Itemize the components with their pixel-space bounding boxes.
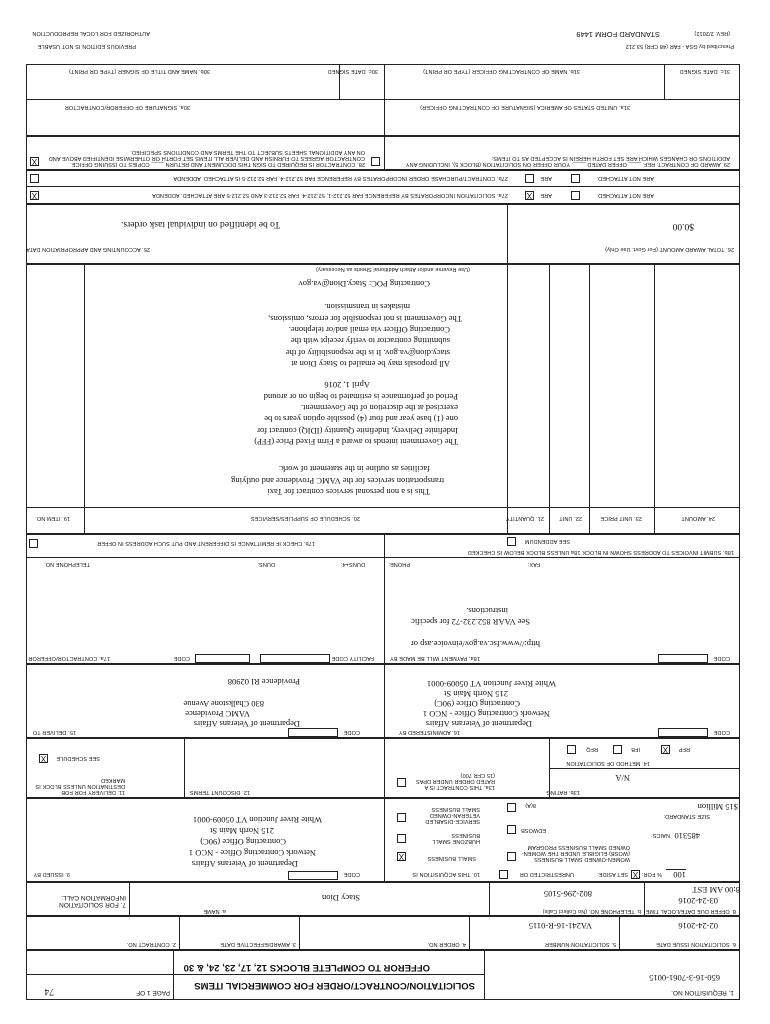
27b-are-not-label: ARE NOT ATTACHED. xyxy=(596,175,654,181)
solicitation-no-value[interactable]: VA241-16-R-0115 xyxy=(528,921,592,931)
sig-30c-label: 30c. DATE SIGNED xyxy=(327,68,378,74)
delivery-fob-label: 11. DELIVERY FOR FOB DESTINATION UNLESS BLOCK IS MARKED xyxy=(35,776,125,795)
rfq-label: RFQ xyxy=(586,746,598,752)
form-title: SOLICITATION/CONTRACT/ORDER FOR COMMERCIAL ITEMS xyxy=(194,980,475,991)
deliver-to-label: 15. DELIVER TO xyxy=(32,729,76,735)
administered-by-label: 16. ADMINISTERED BY xyxy=(398,729,460,735)
solicitation-no-label: 5. SOLICITATION NUMBER xyxy=(544,941,616,947)
rfp-label: RFP xyxy=(678,746,690,752)
set-aside-label: SET ASIDE: xyxy=(597,871,628,877)
sig-30a-field[interactable] xyxy=(35,114,375,132)
header-box xyxy=(26,950,740,1000)
edwosb-checkbox[interactable] xyxy=(507,825,516,834)
ifb-label: IFB xyxy=(631,746,640,752)
rated-label: 13a. THIS CONTRACT IS A RATED ORDER UNDER DPAS (15 CFR 700) xyxy=(415,771,495,790)
hubzone-label: HUBZONE SMALL BUSINESS xyxy=(432,831,480,844)
discount-label: 12. DISCOUNT TERMS xyxy=(189,789,250,795)
wosb-checkbox[interactable] xyxy=(507,852,516,861)
col-amount-header: 24. AMOUNT xyxy=(681,515,715,521)
27b-addenda-checkbox[interactable] xyxy=(30,174,39,183)
name-label: a. NAME xyxy=(203,908,226,914)
naics-value[interactable]: 485310 xyxy=(674,831,700,841)
due-date-value[interactable]: 03-24-2016 xyxy=(678,896,718,906)
issue-date-value[interactable]: 02-24-2016 xyxy=(678,921,718,931)
footer-prescribed: Prescribed by GSA - FAR (48 CFR) 53.212 xyxy=(625,43,734,49)
payment-code-label: CODE xyxy=(713,655,730,661)
rating-value[interactable]: N/A xyxy=(615,773,630,783)
contractor-code-field[interactable] xyxy=(195,654,250,663)
see-addendum-checkbox[interactable] xyxy=(507,537,516,546)
footer-rev: (REV. 2/2012) xyxy=(694,30,730,36)
duns4-label: DUNS+4: xyxy=(340,561,365,567)
sdvosb-checkbox[interactable] xyxy=(397,813,406,822)
schedule-footnote: (Use Reverse and/or Attach Additional Sheets as Necessary) xyxy=(315,266,470,272)
eight-a-label: 8(A) xyxy=(525,802,536,808)
contract-no-label: 2. CONTRACT NO. xyxy=(126,941,176,947)
phone-label: b. TELEPHONE NO. (No Collect Calls) xyxy=(542,908,641,914)
small-business-checkbox[interactable]: X xyxy=(398,852,405,861)
col-unit-header: 22. UNIT xyxy=(559,515,582,521)
eight-a-checkbox[interactable] xyxy=(507,803,516,812)
small-business-label: SMALL BUSINESS xyxy=(427,855,476,861)
sig-30a-label: 30a. SIGNATURE OF OFFEROR/CONTRACTOR xyxy=(64,104,190,110)
sig-31a-label: 31a. UNITED STATES OF AMERICA (SIGNATURE OF CONTRACTING OFFICER) xyxy=(420,104,630,110)
rfp-checkbox[interactable]: X xyxy=(662,745,669,754)
28-checkbox[interactable]: X xyxy=(31,157,38,166)
footer-form-number: STANDARD FORM 1449 xyxy=(576,30,660,39)
clause-28-label: 28. CONTRACTOR IS REQUIRED TO SIGN THIS DOCUMENT AND RETURN ____ COPIES TO ISSUING OFFICE. CONTRACTOR AGREES TO FURNISH AND DELIVER ALL ITEMS SET FORTH OR OTHERWISE IDENTIFIED ABOVE AND ON ANY ADDITIONAL SHEETS SUBJECT TO THE TERMS AND CONDITIONS SPECIFIED. xyxy=(48,148,365,167)
page-label: PAGE 1 OF xyxy=(136,989,170,996)
due-date-label: 8. OFFER DUE DATE/LOCAL TIME xyxy=(645,908,736,914)
29-checkbox[interactable] xyxy=(371,157,380,166)
footer-prev-edition: PREVIOUS EDITION IS NOT USABLE xyxy=(37,43,136,49)
27a-are-label: ARE xyxy=(540,192,552,198)
accounting-box xyxy=(26,204,740,264)
edwosb-label: EDWOSB xyxy=(520,827,546,833)
sig-31b-label: 31b. NAME OF CONTRACTING OFFICER (TYPE OR PRINT) xyxy=(423,68,580,74)
name-value[interactable]: Stacy Dion xyxy=(321,893,360,903)
set-aside-pct[interactable]: 100 xyxy=(666,869,686,879)
27b-are-checkbox[interactable] xyxy=(525,174,534,183)
see-addendum-label: SEE ADDENDUM xyxy=(524,538,570,544)
issued-code-label: CODE xyxy=(343,871,360,877)
submit-invoices-label: 18b. SUBMIT INVOICES TO ADDRESS SHOWN IN BLOCK 18a UNLESS BLOCK BELOW IS CHECKED xyxy=(467,549,734,555)
clause-27a-label: 27a. SOLICITATION INCORPORATES BY REFERENCE FAR 52.212-1, 52.212-4. FAR 52.212-3 AND 52.212-5 ARE ATTACHED. ADDENDA xyxy=(152,192,508,198)
payment-label: 18a. PAYMENT WILL BE MADE BY xyxy=(389,655,480,661)
col-qty-header: 21. QUANTITY xyxy=(505,515,544,521)
col-schedule-header: 20. SCHEDULE OF SUPPLIES/SERVICES xyxy=(250,515,360,521)
unrestricted-label: UNRESTRICTED OR xyxy=(519,871,574,877)
rfq-checkbox[interactable] xyxy=(567,745,576,754)
27b-are-label: ARE xyxy=(540,175,552,181)
fax-label: FAX: xyxy=(527,561,540,567)
unrestricted-checkbox[interactable] xyxy=(499,870,508,879)
27b-are-not-checkbox[interactable] xyxy=(571,174,580,183)
phone-value[interactable]: 802-296-5105 xyxy=(543,889,592,899)
footer-authorized: AUTHORIZED FOR LOCAL REPRODUCTION xyxy=(32,30,150,36)
deliver-code-label: CODE xyxy=(343,729,360,735)
total-award-label: 26. TOTAL AWARD AMOUNT (For Govt. Use Only) xyxy=(605,246,734,252)
remittance-checkbox[interactable] xyxy=(29,539,38,548)
rated-checkbox[interactable] xyxy=(397,778,406,787)
sdvosb-label: SERVICE-DISABLED VETERAN-OWNED SMALL BUSINESS xyxy=(425,805,480,824)
see-schedule-label: SEE SCHEDULE xyxy=(56,755,100,761)
requisition-label: 1. REQUISITION NO. xyxy=(671,989,734,996)
admin-code-label: CODE xyxy=(713,729,730,735)
page-value: 74 xyxy=(44,986,54,996)
pct-for-label: % FOR: xyxy=(641,871,662,877)
27a-are-not-checkbox[interactable] xyxy=(571,191,580,200)
size-value[interactable]: $15 Million xyxy=(697,802,738,812)
contractor-label: 17a. CONTRACTOR/OFFEROR xyxy=(28,655,110,661)
facility-code-field[interactable] xyxy=(260,654,330,663)
27a-are-checkbox[interactable]: X xyxy=(526,191,533,200)
size-label: SIZE STANDARD: xyxy=(663,813,710,819)
accounting-value[interactable]: To be identified on individual task orders. xyxy=(121,219,280,229)
method-label: 14. METHOD OF SOLICITATION xyxy=(566,760,650,766)
duns-label: DUNS: xyxy=(257,561,275,567)
schedule-description: This is a non personal services contract for Taxi transportation services for the VAMC Providence and outlying facilities as outline in the statement of work. The Government intends to award a Firm Fixed Price (FFP) Indefinite Delivery, Indefinite Quantity (IDIQ) contract for one (1) base year and four (4) possible option years to be exercised at the discretion of the Government. Period of performance is estimated to begin on or around April 1, 2016 All proposals may be emailed to Stacy Dion at stacy.dion@va.gov. It is the responsibility of the submitting contractor to verify receipt with the Contracting Officer via email and/or telephone. The Government is not responsible for errors, omissions, mistakes in transmission. Contracting POC: Stacy.Dion@va.gov xyxy=(231,278,462,497)
admin-code-field[interactable] xyxy=(658,728,708,737)
form-subtitle: OFFEROR TO COMPLETE BLOCKS 12, 17, 23, 24, & 30 xyxy=(183,962,430,973)
acquisition-label: 10. THIS ACQUISITION IS xyxy=(412,871,480,877)
info-label: 7. FOR SOLICITATION INFORMATION CALL: xyxy=(59,893,126,908)
hubzone-checkbox[interactable] xyxy=(397,834,406,843)
col-price-header: 23. UNIT PRICE xyxy=(600,515,642,521)
facility-code-label: FACILITY CODE xyxy=(331,655,374,661)
27a-addenda-checkbox[interactable]: X xyxy=(31,191,38,200)
contractor-code-label: CODE xyxy=(173,655,190,661)
sig-31c-label: 31c. DATE SIGNED xyxy=(679,68,730,74)
set-aside-checkbox[interactable]: X xyxy=(632,870,639,879)
due-time-value[interactable]: 8:00 AM EST xyxy=(692,885,740,895)
sig-30b-label: 30b. NAME AND TITLE OF SIGNER (TYPE OR PRINT) xyxy=(68,68,210,74)
deliver-code-field[interactable] xyxy=(288,728,338,737)
requisition-value[interactable]: 650-16-3-7061-0015 xyxy=(649,973,720,983)
clause-27b-label: 27b. CONTRACT/PURCHASE ORDER INCORPORATES BY REFERENCE FAR 52.212-4. FAR 52.212-5 IS ATTACHED. ADDENDA xyxy=(173,175,508,181)
wosb-label: WOMEN-OWNED SMALL BUSINESS (WOSB) ELIGIBLE UNDER THE WOMEN-OWNED SMALL BUSINESS PROGRAM xyxy=(521,843,630,862)
see-schedule-checkbox[interactable]: X xyxy=(40,754,47,763)
issued-by-label: 9. ISSUED BY xyxy=(33,871,70,877)
form-page: 1. REQUISITION NO. 650-16-3-7061-0015 PAGE 1 OF 74 SOLICITATION/CONTRACT/ORDER FOR COMMERCIAL ITEMS OFFEROR TO COMPLETE BLOCKS 12, 17, 23, 24, & 30 6. SOLICITATION ISSUE DATE 02-24-2016 5. SOLICITATION NUMBER VA241-16-R-0115 4. ORDER NO. 3. AWARD/EFFECTIVE DATE 2. CONTRACT NO. 8. OFFER DUE DATE/LOCAL TIME 03-24-2016 8:00 AM EST b. TELEPHONE NO. (No Collect Calls) 802-296-5105 a. NAME Stacy Dion 7. FOR SOLICITATION INFORMATION CALL: % FOR: 100 X SET ASIDE: UNRESTRICTED OR 10. THIS ACQUISITION IS WOMEN-OWNED SMALL BUSINESS (WOSB) ELIGIBLE UNDER THE WOMEN-OWNED SMALL BUSINESS PROGRAM X SMALL BUSINESS NAICS: 485310 HUBZONE SMALL BUSINESS EDWOSB SIZE STANDARD: $15 Million SERVICE-DISABLED VETERAN-OWNED SMALL BUSINESS 8(A) CODE 9. ISSUED BY Department of Veterans Affairs Network Contracting Office - NCO 1 Contracting Office (90C) 215 North Main St White River Junction VT 05009-0001 13b. RATING N/A 14. METHOD OF SOLICITATION X RFP IFB RFQ 13a. THIS CONTRACT IS A RATED ORDER UNDER DPAS (15 CFR 700) 12. DISCOUNT TERMS 11. DELIVERY FOR FOB DESTINATION UNLESS BLOCK IS MARKED X SEE SCHEDULE CODE 16. ADMINISTERED BY Department of Veterans Affairs Network Contracting Office - NCO 1 Contracting Office (90C) 215 North Main St White River Junction VT 05009-0001 CODE 15. DELIVER TO Department of Veterans Affairs VAMC Providence 830 Chalkstone Avenue Providence RI 02908 CODE 18a. PAYMENT WILL BE MADE BY http://www.fsc.va.gov/einvoice.asp or See VAAR 852.232-72 for specific instructions. FAX: PHONE: 18b. SUBMIT INVOICES TO ADDRESS SHOWN IN BLOCK 18a UNLESS BLOCK BELOW IS CHECKED SEE ADDENDUM FACILITY CODE CODE 17a. CONTRACTOR/OFFEROR DUNS+4: DUNS: TELEPHONE NO. 17b. CHECK IF REMITTANCE IS DIFFERENT AND PUT SUCH ADDRESS IN OFFER 24. AMOUNT 23. UNIT PRICE 22. UNIT 21. QUANTITY 20. SCHEDULE OF SUPPLIES/SERVICES 19. ITEM NO. This is a non personal services contract for Taxi transportation services for the VAMC Providence and outlying facilities as outline in the statement of work. The Government intends to award a Firm Fixed Price (FFP) Indefinite Delivery, Indefinite Quantity (IDIQ) contract for one (1) base year and four (4) possible option years to be exercised at the discretion of the Government. Period of performance is estimated to begin on or around April 1, 2016 All proposals may be emailed to Stacy Dion at stacy.dion@va.gov. It is the responsibility of the submitting contractor to verify receipt with the Contracting Officer via email and/or telephone. The Government is not responsible for errors, omissions, mistakes in transmission. Contracting POC: Stacy.Dion@va.gov (Use Reverse and/or Attach Additional Sheets as Necessary) 26. TOTAL AWARD AMOUNT (For Govt. Use Only) $0.00 25. ACCOUNTING AND APPROPRIATION DATA To be identified on individual task orders. ARE NOT ATTACHED. X ARE 27a. SOLICITATION INCORPORATES BY REFERENCE FAR 52.212-1, 52.212-4. FAR 52.212-3 AND 52.212-5 ARE ATTACHED. ADDENDA X ARE NOT ATTACHED. ARE 27b. CONTRACT/PURCHASE ORDER INCORPORATES BY REFERENCE FAR 52.212-4. FAR 52.212-5 IS ATTACHED. ADDENDA 29. AWARD OF CONTRACT: REF. ____ OFFER DATED ____. YOUR OFFER ON SOLICITATION (BLOCK 5), INCLUDING ANY ADDITIONS OR CHANGES WHICH ARE SET FORTH HEREIN IS ACCEPTED AS TO ITEMS: 28. CONTRACTOR IS REQUIRED TO SIGN THIS DOCUMENT AND RETURN ____ COPIES TO ISSUING OFFICE. CONTRACTOR AGREES TO FURNISH AND DELIVER ALL ITEMS SET FORTH OR OTHERWISE IDENTIFIED ABOVE AND ON ANY ADDITIONAL SHEETS SUBJECT TO THE TERMS AND CONDITIONS SPECIFIED. X 31a. UNITED STATES OF AMERICA (SIGNATURE OF CONTRACTING OFFICER) 30a. SIGNATURE OF OFFEROR/CONTRACTOR 31c. DATE SIGNED 31b. NAME OF CONTRACTING OFFICER (TYPE OR PRINT) 30c. DATE SIGNED 30b. NAME AND TITLE OF SIGNER (TYPE OR PRINT) Prescribed by GSA - FAR (48 CFR) 53.212 (REV. 2/2012) STANDARD FORM 1449 PREVIOUS EDITION IS NOT USABLE AUTHORIZED FOR LOCAL REPRODUCTION xyxy=(0,0,770,1024)
issued-code-field[interactable] xyxy=(288,871,338,880)
issue-date-label: 6. SOLICITATION ISSUE DATE xyxy=(656,941,736,947)
telephone-label: TELEPHONE NO. xyxy=(44,561,90,567)
sig-31a-field[interactable] xyxy=(400,114,730,132)
27a-are-not-label: ARE NOT ATTACHED. xyxy=(596,192,654,198)
award-date-label: 3. AWARD/EFFECTIVE DATE xyxy=(220,941,296,947)
accounting-label: 25. ACCOUNTING AND APPROPRIATION DATA xyxy=(26,246,150,252)
remittance-label: 17b. CHECK IF REMITTANCE IS DIFFERENT AND PUT SUCH ADDRESS IN OFFER xyxy=(97,540,315,546)
ifb-checkbox[interactable] xyxy=(613,745,622,754)
rating-label: 13b. RATING xyxy=(546,789,580,795)
payment-phone-label: PHONE: xyxy=(388,561,410,567)
naics-label: NAICS: xyxy=(651,832,670,838)
clause-29-label: 29. AWARD OF CONTRACT: REF. ____ OFFER DATED ____. YOUR OFFER ON SOLICITATION (BLOCK 5), INCLUDING ANY ADDITIONS OR CHANGES WHICH ARE SET FORTH HEREIN IS ACCEPTED AS TO ITEMS: xyxy=(405,154,730,167)
total-award-value[interactable]: $0.00 xyxy=(672,221,694,231)
deliver-admin-box xyxy=(26,664,740,738)
payment-code-field[interactable] xyxy=(658,654,708,663)
order-no-label: 4. ORDER NO. xyxy=(427,941,466,947)
col-item-header: 19. ITEM NO. xyxy=(35,515,70,521)
